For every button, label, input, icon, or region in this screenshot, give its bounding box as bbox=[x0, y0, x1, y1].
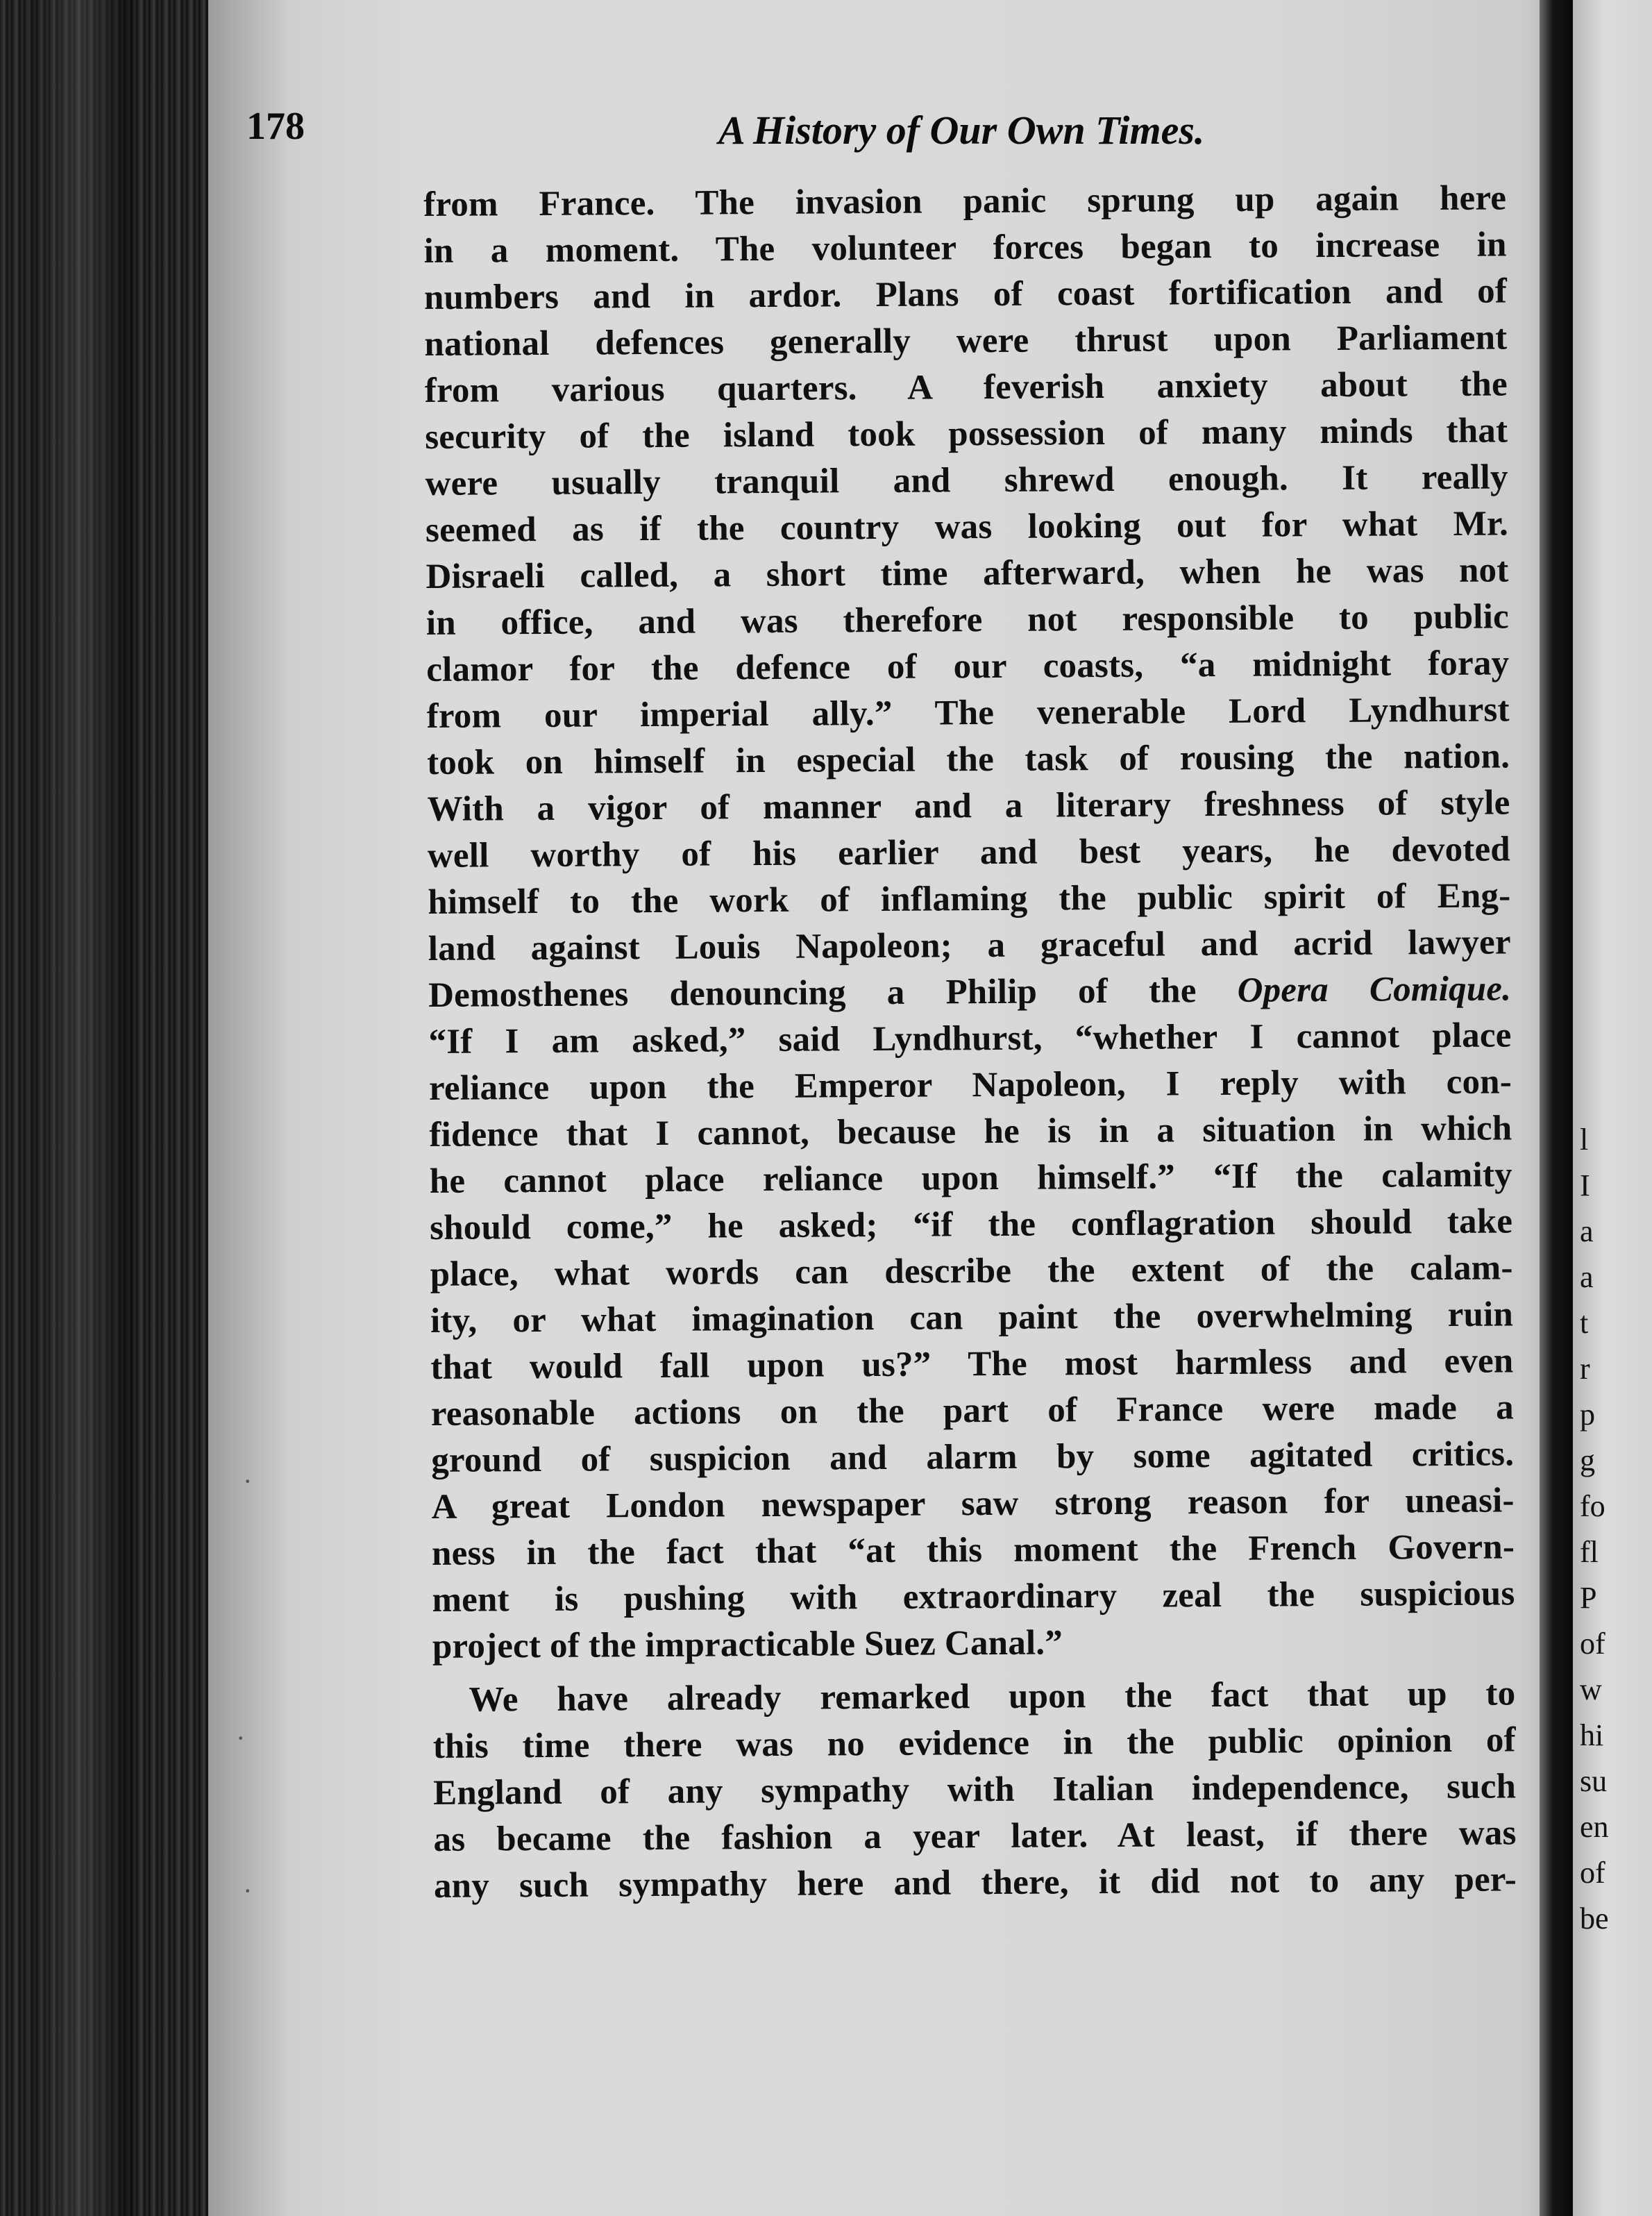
text-line: took on himself in especial the task of rousing the nation. bbox=[426, 737, 1510, 782]
text-line: ment is pushing with extraordinary zeal the suspicious bbox=[432, 1574, 1515, 1620]
text-line: “If I am asked,” said Lyndhurst, “whether I cannot place bbox=[428, 1016, 1512, 1061]
scan-speck: · bbox=[236, 1722, 246, 1754]
text-line: security of the island took possession of many minds that bbox=[425, 411, 1508, 457]
scan-speck: · bbox=[243, 1875, 253, 1906]
text-line: from our imperial ally.” The venerable Lord Lyndhurst bbox=[426, 690, 1510, 736]
facing-page-fragment: hi bbox=[1580, 1718, 1604, 1752]
facing-page-fragment: be bbox=[1580, 1902, 1609, 1936]
text-line: ness in the fact that “at this moment the French Govern- bbox=[431, 1527, 1515, 1573]
text-line: project of the impracticable Suez Canal.” bbox=[432, 1623, 1063, 1666]
facing-page-fragment: l bbox=[1580, 1123, 1589, 1157]
facing-page-fragment: t bbox=[1580, 1306, 1589, 1340]
paragraph-start-line: We have already remarked upon the fact that up to bbox=[469, 1674, 1516, 1720]
text-line: Demosthenes denouncing a Philip of the Opera Comique. bbox=[428, 969, 1512, 1015]
text-line: England of any sympathy with Italian independence, such bbox=[433, 1767, 1517, 1813]
facing-page-fragment: fl bbox=[1580, 1535, 1599, 1569]
text-line: he cannot place reliance upon himself.” “If the calamity bbox=[429, 1155, 1512, 1201]
left-page-edges bbox=[0, 0, 208, 2216]
text-line: With a vigor of manner and a literary freshness of style bbox=[427, 783, 1510, 829]
facing-page-fragment: a bbox=[1580, 1214, 1594, 1248]
facing-page-fragment: a bbox=[1580, 1260, 1594, 1294]
facing-page-fragment: of bbox=[1580, 1856, 1605, 1890]
text-line: seemed as if the country was looking out for what Mr. bbox=[425, 504, 1509, 550]
text-line: reliance upon the Emperor Napoleon, I reply with con- bbox=[428, 1062, 1512, 1108]
facing-page-fragment: r bbox=[1580, 1352, 1590, 1386]
italic-phrase: Opera Comique. bbox=[1237, 969, 1512, 1010]
text-line: himself to the work of inflaming the public spirit of Eng- bbox=[428, 876, 1511, 922]
page-number: 178 bbox=[246, 105, 305, 148]
text-line: numbers and in ardor. Plans of coast fortification and of bbox=[423, 271, 1508, 317]
text-line: this time there was no evidence in the public opinion of bbox=[432, 1720, 1516, 1766]
text-line: as became the fashion a year later. At least, if there was bbox=[433, 1813, 1517, 1859]
text-line: place, what words can describe the extent of the calam- bbox=[430, 1248, 1513, 1294]
text-line: ity, or what imagination can paint the overwhelming ruin bbox=[430, 1295, 1514, 1341]
facing-page-fragment: p bbox=[1580, 1397, 1595, 1432]
text-line: fidence that I cannot, because he is in a situation in which bbox=[429, 1109, 1512, 1155]
facing-page-fragment: w bbox=[1580, 1672, 1602, 1706]
facing-page-fragment: P bbox=[1580, 1581, 1597, 1615]
text-line: from France. The invasion panic sprung up again here bbox=[423, 178, 1507, 224]
text-line: in a moment. The volunteer forces began to increase in bbox=[423, 225, 1507, 271]
text-line: ground of suspicion and alarm by some agitated critics. bbox=[431, 1434, 1515, 1480]
facing-page-fragment: su bbox=[1580, 1764, 1608, 1798]
text-line: A great London newspaper saw strong reason for uneasi- bbox=[431, 1481, 1515, 1527]
text-line: land against Louis Napoleon; a graceful and acrid lawyer bbox=[428, 923, 1511, 968]
text-line: that would fall upon us?” The most harmless and even bbox=[430, 1341, 1514, 1387]
facing-page-fragment: g bbox=[1580, 1443, 1595, 1477]
text-line: were usually tranquil and shrewd enough. It really bbox=[425, 458, 1508, 503]
facing-page-fragment: of bbox=[1580, 1627, 1605, 1661]
scan-speck: · bbox=[243, 1466, 253, 1497]
text-line: national defences generally were thrust upon Parliament bbox=[424, 318, 1508, 364]
facing-page-fragment: I bbox=[1580, 1168, 1590, 1202]
text-line: reasonable actions on the part of France were made a bbox=[430, 1388, 1514, 1434]
text-line: should come,” he asked; “if the conflagration should take bbox=[430, 1202, 1513, 1248]
text-line: clamor for the defence of our coasts, “a midnight foray bbox=[426, 644, 1510, 689]
page-header bbox=[246, 104, 1329, 160]
facing-page bbox=[1573, 0, 1652, 2216]
running-title: A History of Our Own Times. bbox=[718, 108, 1205, 153]
text-line: from various quarters. A feverish anxiety about the bbox=[424, 364, 1508, 410]
text-line: well worthy of his earlier and best years, he devoted bbox=[427, 830, 1511, 875]
binding-gutter bbox=[1540, 0, 1573, 2216]
text-line: any such sympathy here and there, it did not to any per- bbox=[433, 1860, 1517, 1906]
text-line: in office, and was therefore not responsible to public bbox=[425, 597, 1510, 643]
facing-page-fragment: en bbox=[1580, 1810, 1609, 1844]
facing-page-fragment: fo bbox=[1580, 1489, 1605, 1523]
body-text bbox=[423, 175, 1517, 1909]
text-line: Disraeli called, a short time afterward, when he was not bbox=[425, 551, 1509, 596]
